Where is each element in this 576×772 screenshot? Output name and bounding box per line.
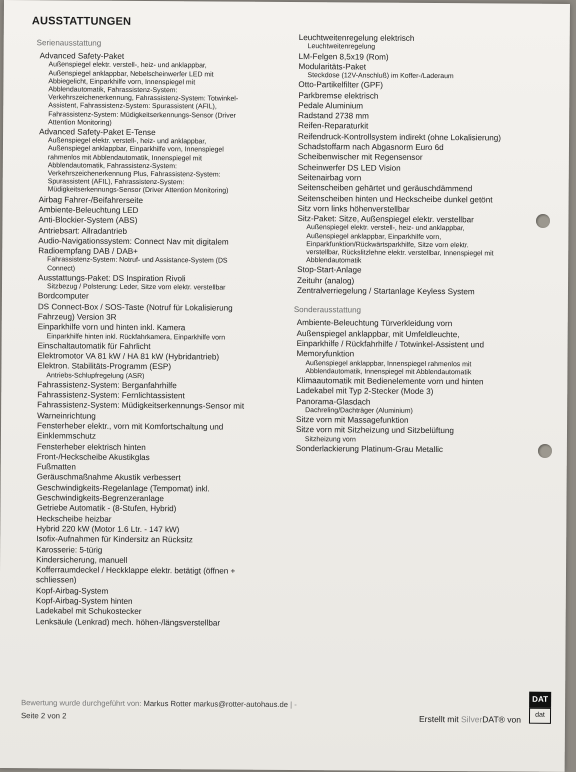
equipment-detail-line: Connect) — [47, 264, 76, 273]
equipment-item: Seitenairbag vorn — [297, 173, 362, 183]
equipment-detail-line: Sitzbezug / Polsterung: Leder, Sitze vorn elektr. verstellbar — [46, 283, 226, 292]
equipment-detail-line: Steckdose (12V-Anschluß) im Koffer-/Laderaum — [307, 72, 454, 81]
equipment-detail-line: Abblendautomatik, Fahrassistenz-System: — [48, 86, 178, 95]
equipment-detail-line: Dachreling/Dachträger (Aluminium) — [305, 406, 413, 415]
evaluator-email[interactable]: markus@rotter-autohaus.de — [193, 699, 289, 709]
equipment-item: Einschaltautomatik für Fahrlicht — [37, 340, 151, 351]
equipment-detail-line: Abblendautomatik, Innenspiegel mit Abblendautomatik — [305, 367, 472, 377]
equipment-item: Modularitäts-Paket — [298, 61, 367, 72]
equipment-item: Zentralverriegelung / Startanlage Keyless System — [296, 286, 475, 297]
equipment-item: Stop-Start-Anlage — [297, 265, 362, 275]
equipment-detail-line: Außenspiegel elektr. verstell-, heiz- und anklappbar, — [306, 224, 465, 233]
equipment-item: Kofferraumdeckel / Heckklappe elektr. betätigt (öffnen + — [35, 565, 236, 576]
equipment-item: Radstand 2738 mm — [298, 111, 369, 121]
equipment-item: Fahrzeug) Version 3R — [37, 312, 117, 322]
equipment-item: Hybrid 220 kW (Motor 1.6 Ltr. - 147 kW) — [36, 524, 180, 535]
equipment-item: Fensterheber elektr., vorn mit Komfortschaltung und — [36, 421, 224, 432]
equipment-detail-line: Außenspiegel elektr. verstell-, heiz- und anklappbar, — [48, 61, 207, 70]
equipment-item: Sitz-Paket: Sitze, Außenspiegel elektr. verstellbar — [297, 214, 474, 225]
equipment-item: Ausstattungs-Paket: DS Inspiration Rivoli — [38, 273, 186, 284]
equipment-detail-line: Assistent, Fahrassistenz-System: Spurassistent (AFIL), — [48, 102, 217, 111]
dat-logo-top: DAT — [529, 692, 551, 708]
evaluator-line — [21, 698, 297, 709]
equipment-item: Getriebe Automatik - (8-Stufen, Hybrid) — [36, 503, 177, 514]
equipment-item: Seitenscheiben hinten und Heckscheibe dunkel getönt — [297, 193, 493, 204]
equipment-item: Bordcomputer — [37, 291, 89, 301]
brand-prefix: Erstellt mit — [418, 713, 459, 725]
equipment-detail-line: Attention Monitoring) — [48, 119, 112, 127]
equipment-item: Memoryfunktion — [296, 349, 355, 359]
equipment-detail-line: Außenspiegel anklappbar, Einparkhilfe vorn, Innenspiegel — [47, 145, 224, 154]
equipment-item: Geschwindigkeits-Begrenzeranlage — [36, 493, 164, 504]
equipment-detail-line: Abbiegelicht, Einparkhilfe vorn, Innenspiegel mit — [48, 78, 196, 87]
equipment-item: Pedale Aluminium — [298, 100, 364, 111]
equipment-item: Einklemmschutz — [36, 431, 96, 441]
equipment-item: Ladekabel mit Schukostecker — [35, 606, 142, 617]
equipment-detail-line: Sitzheizung vorn — [304, 435, 356, 444]
equipment-item: Sitze vorn mit Massagefunktion — [296, 415, 409, 425]
page-title: AUSSTATTUNGEN — [31, 15, 132, 28]
equipment-detail-line: Verkehrszeichenerkennung Plus, Fahrassistenz-System: — [47, 170, 221, 179]
equipment-item: Seitenscheiben gehärtet und geräuschdämmend — [297, 183, 473, 194]
equipment-item: Ambiente-Beleuchtung LED — [38, 205, 139, 215]
brand-silver: Silver — [461, 714, 483, 725]
equipment-detail-line: Leuchtweitenregelung — [307, 43, 376, 51]
equipment-item: schliessen) — [35, 575, 77, 585]
equipment-detail-line: Verkehrszeichenerkennung, Fahrassistenz-System: Totwinkel- — [48, 94, 239, 103]
equipment-detail-line: Außenspiegel anklappbar, Innenspiegel rahmenlos mit — [305, 359, 472, 368]
equipment-item: Leuchtweitenregelung elektrisch — [298, 33, 415, 43]
equipment-detail-line: rahmenlos mit Abblendautomatik, Innenspiegel mit — [47, 153, 202, 163]
page-number: Seite 2 von 2 — [20, 711, 67, 721]
equipment-detail-line: Außenspiegel anklappbar, Nebelscheinwerfer LED mit — [48, 69, 214, 78]
equipment-detail-line: Müdigkeitserkennungs-Sensor (Driver Attention Monitoring) — [47, 186, 229, 196]
standard-equipment-list — [36, 51, 300, 629]
equipment-item: DS Connect-Box / SOS-Taste (Notruf für Lokalisierung — [37, 301, 233, 313]
equipment-item: Klimaautomatik mit Bedienelemente vorn und hinten — [296, 376, 484, 387]
equipment-item: Außenspiegel anklappbar, mit Umfeldleuchte, — [296, 328, 460, 339]
equipment-item: Lenksäule (Lenkrad) mech. höhen-/längsverstellbar — [35, 616, 221, 628]
equipment-item: Elektromotor VA 81 kW / HA 81 kW (Hybridantrieb) — [37, 351, 220, 362]
equipment-item: Antriebsart: Allradantrieb — [38, 225, 128, 236]
equipment-item: Audio-Navigationssystem: Connect Nav mit digitalem — [38, 236, 229, 247]
equipment-item: Warneinrichtung — [37, 410, 96, 421]
equipment-item: LM-Felgen 8,5x19 (Rom) — [298, 51, 389, 62]
equipment-item: Fahrassistenz-System: Müdigkeitserkennungs-Sensor mit — [37, 400, 245, 412]
equipment-detail-line: verstellbar, Rückslitzlehne elektr. verstellbar, Innenspiegel mit — [306, 249, 494, 258]
evaluator-suffix: | - — [290, 700, 297, 710]
equipment-item: Einparkhilfe vorn und hinten inkl. Kamera — [37, 322, 186, 333]
equipment-detail-line: Abblendautomatik — [306, 257, 362, 265]
evaluator-prefix: Bewertung wurde durchgeführt von: — [21, 698, 142, 708]
section-heading-standard: Serienausstattung — [36, 38, 102, 48]
section-heading-optional: Sonderausstattung — [293, 305, 362, 315]
equipment-item: Einparkhilfe / Rückfahrhilfe / Totwinkel-Assistent und — [296, 339, 485, 350]
equipment-item: Kopf-Airbag-System hinten — [35, 596, 133, 606]
equipment-item: Geschwindigkeits-Regelanlage (Tempomat) inkl. — [36, 483, 210, 494]
equipment-item: Fahrassistenz-System: Berganfahrhilfe — [37, 380, 177, 391]
equipment-item: Advanced Safety-Paket E-Tense — [39, 127, 156, 137]
equipment-detail-line: Fahrassistenz-System: Notruf- und Assistance-System (DS — [47, 256, 228, 265]
equipment-item: Sitze vorn mit Sitzheizung und Sitzbelüftung — [295, 425, 454, 436]
dat-logo-bottom: dat — [529, 708, 551, 724]
equipment-item: Fahrassistenz-System: Fernlichtassistent — [37, 390, 185, 401]
dat-logo — [529, 692, 551, 726]
equipment-item: Kindersicherung, manuell — [36, 555, 128, 565]
equipment-item: Schadstoffarm nach Abgasnorm Euro 6d — [297, 142, 444, 153]
equipment-detail-line: Antriebs-Schlupfregelung (ASR) — [46, 371, 145, 380]
standard-equipment-column — [36, 36, 300, 629]
optional-equipment-list — [296, 318, 547, 456]
equipment-item: Scheinwerfer DS LED Vision — [297, 162, 401, 173]
punch-hole-top — [536, 214, 550, 228]
equipment-item: Ladekabel mit Typ 2-Stecker (Mode 3) — [296, 386, 434, 397]
punch-hole-bottom — [538, 444, 552, 458]
equipment-detail-line: Einparkfunktion/Rückwärtsparkhilfe, Sitze vorn elektr. — [306, 240, 469, 250]
evaluator-name: Markus Rotter — [143, 698, 192, 709]
equipment-item: Fensterheber elektrisch hinten — [36, 441, 146, 452]
equipment-item: Panorama-Glasdach — [296, 396, 371, 407]
equipment-item: Radioempfang DAB / DAB+ — [38, 246, 138, 257]
equipment-item: Elektron. Stabilitäts-Programm (ESP) — [37, 361, 172, 372]
equipment-item: Sonderlackierung Platinum-Grau Metallic — [295, 443, 444, 454]
standard-equipment-list-continued — [297, 33, 549, 298]
equipment-item: Sitz vorn links höhenverstellbar — [297, 203, 410, 214]
equipment-item: Parkbremse elektrisch — [298, 90, 379, 101]
equipment-item: Anti-Blockier-System (ABS) — [38, 215, 138, 226]
equipment-item: Reifendruck-Kontrollsystem indirekt (ohne Lokalisierung) — [298, 131, 501, 143]
equipment-item: Heckscheibe heizbar — [36, 513, 112, 524]
equipment-item: Reifen-Reparaturkit — [298, 121, 369, 132]
equipment-item: Fußmatten — [36, 462, 76, 472]
equipment-item: Zeituhr (analog) — [297, 275, 355, 286]
equipment-item: Karosserie: 5-türig — [36, 544, 103, 555]
brand-suffix: ® von — [498, 714, 522, 725]
equipment-detail-line: Einparkhilfe hinten inkl. Rückfahrkamera, Einparkhilfe vorn — [46, 332, 226, 342]
equipment-item: Kopf-Airbag-System — [35, 585, 109, 596]
equipment-detail-line: Abblendautomatik, Fahrassistenz-System: — [47, 162, 177, 171]
created-with-note — [419, 714, 521, 725]
equipment-item: Otto-Partikelfilter (GPF) — [298, 80, 383, 90]
equipment-detail-line: Spurassistent (AFIL), Fahrassistenz-System: — [47, 178, 185, 187]
equipment-detail-line: Fahrassistenz-System: Müdigkeitserkennungs-Sensor (Driver — [48, 110, 236, 120]
equipment-detail-line: Außenspiegel elektr. verstell-, heiz- und anklappbar, — [47, 137, 207, 146]
equipment-item: Front-/Heckscheibe Akustikglas — [36, 452, 150, 462]
equipment-item: Advanced Safety-Paket — [39, 51, 125, 61]
equipment-item: Airbag Fahrer-/Beifahrerseite — [38, 194, 144, 205]
equipment-item: Scheibenwischer mit Regensensor — [297, 152, 423, 163]
brand-dat: DAT — [482, 714, 499, 725]
equipment-detail-line: Außenspiegel anklappbar, Einparkhilfe vorn, — [306, 232, 442, 241]
equipment-item: Geräuschmaßnahme Akustik verbessert — [36, 472, 181, 483]
equipment-item: Isofix-Aufnahmen für Kindersitz an Rücksitz — [36, 534, 193, 545]
equipment-item: Ambiente-Beleuchtung Türverkleidung vorn — [296, 318, 453, 329]
equipment-column-right — [293, 33, 549, 456]
